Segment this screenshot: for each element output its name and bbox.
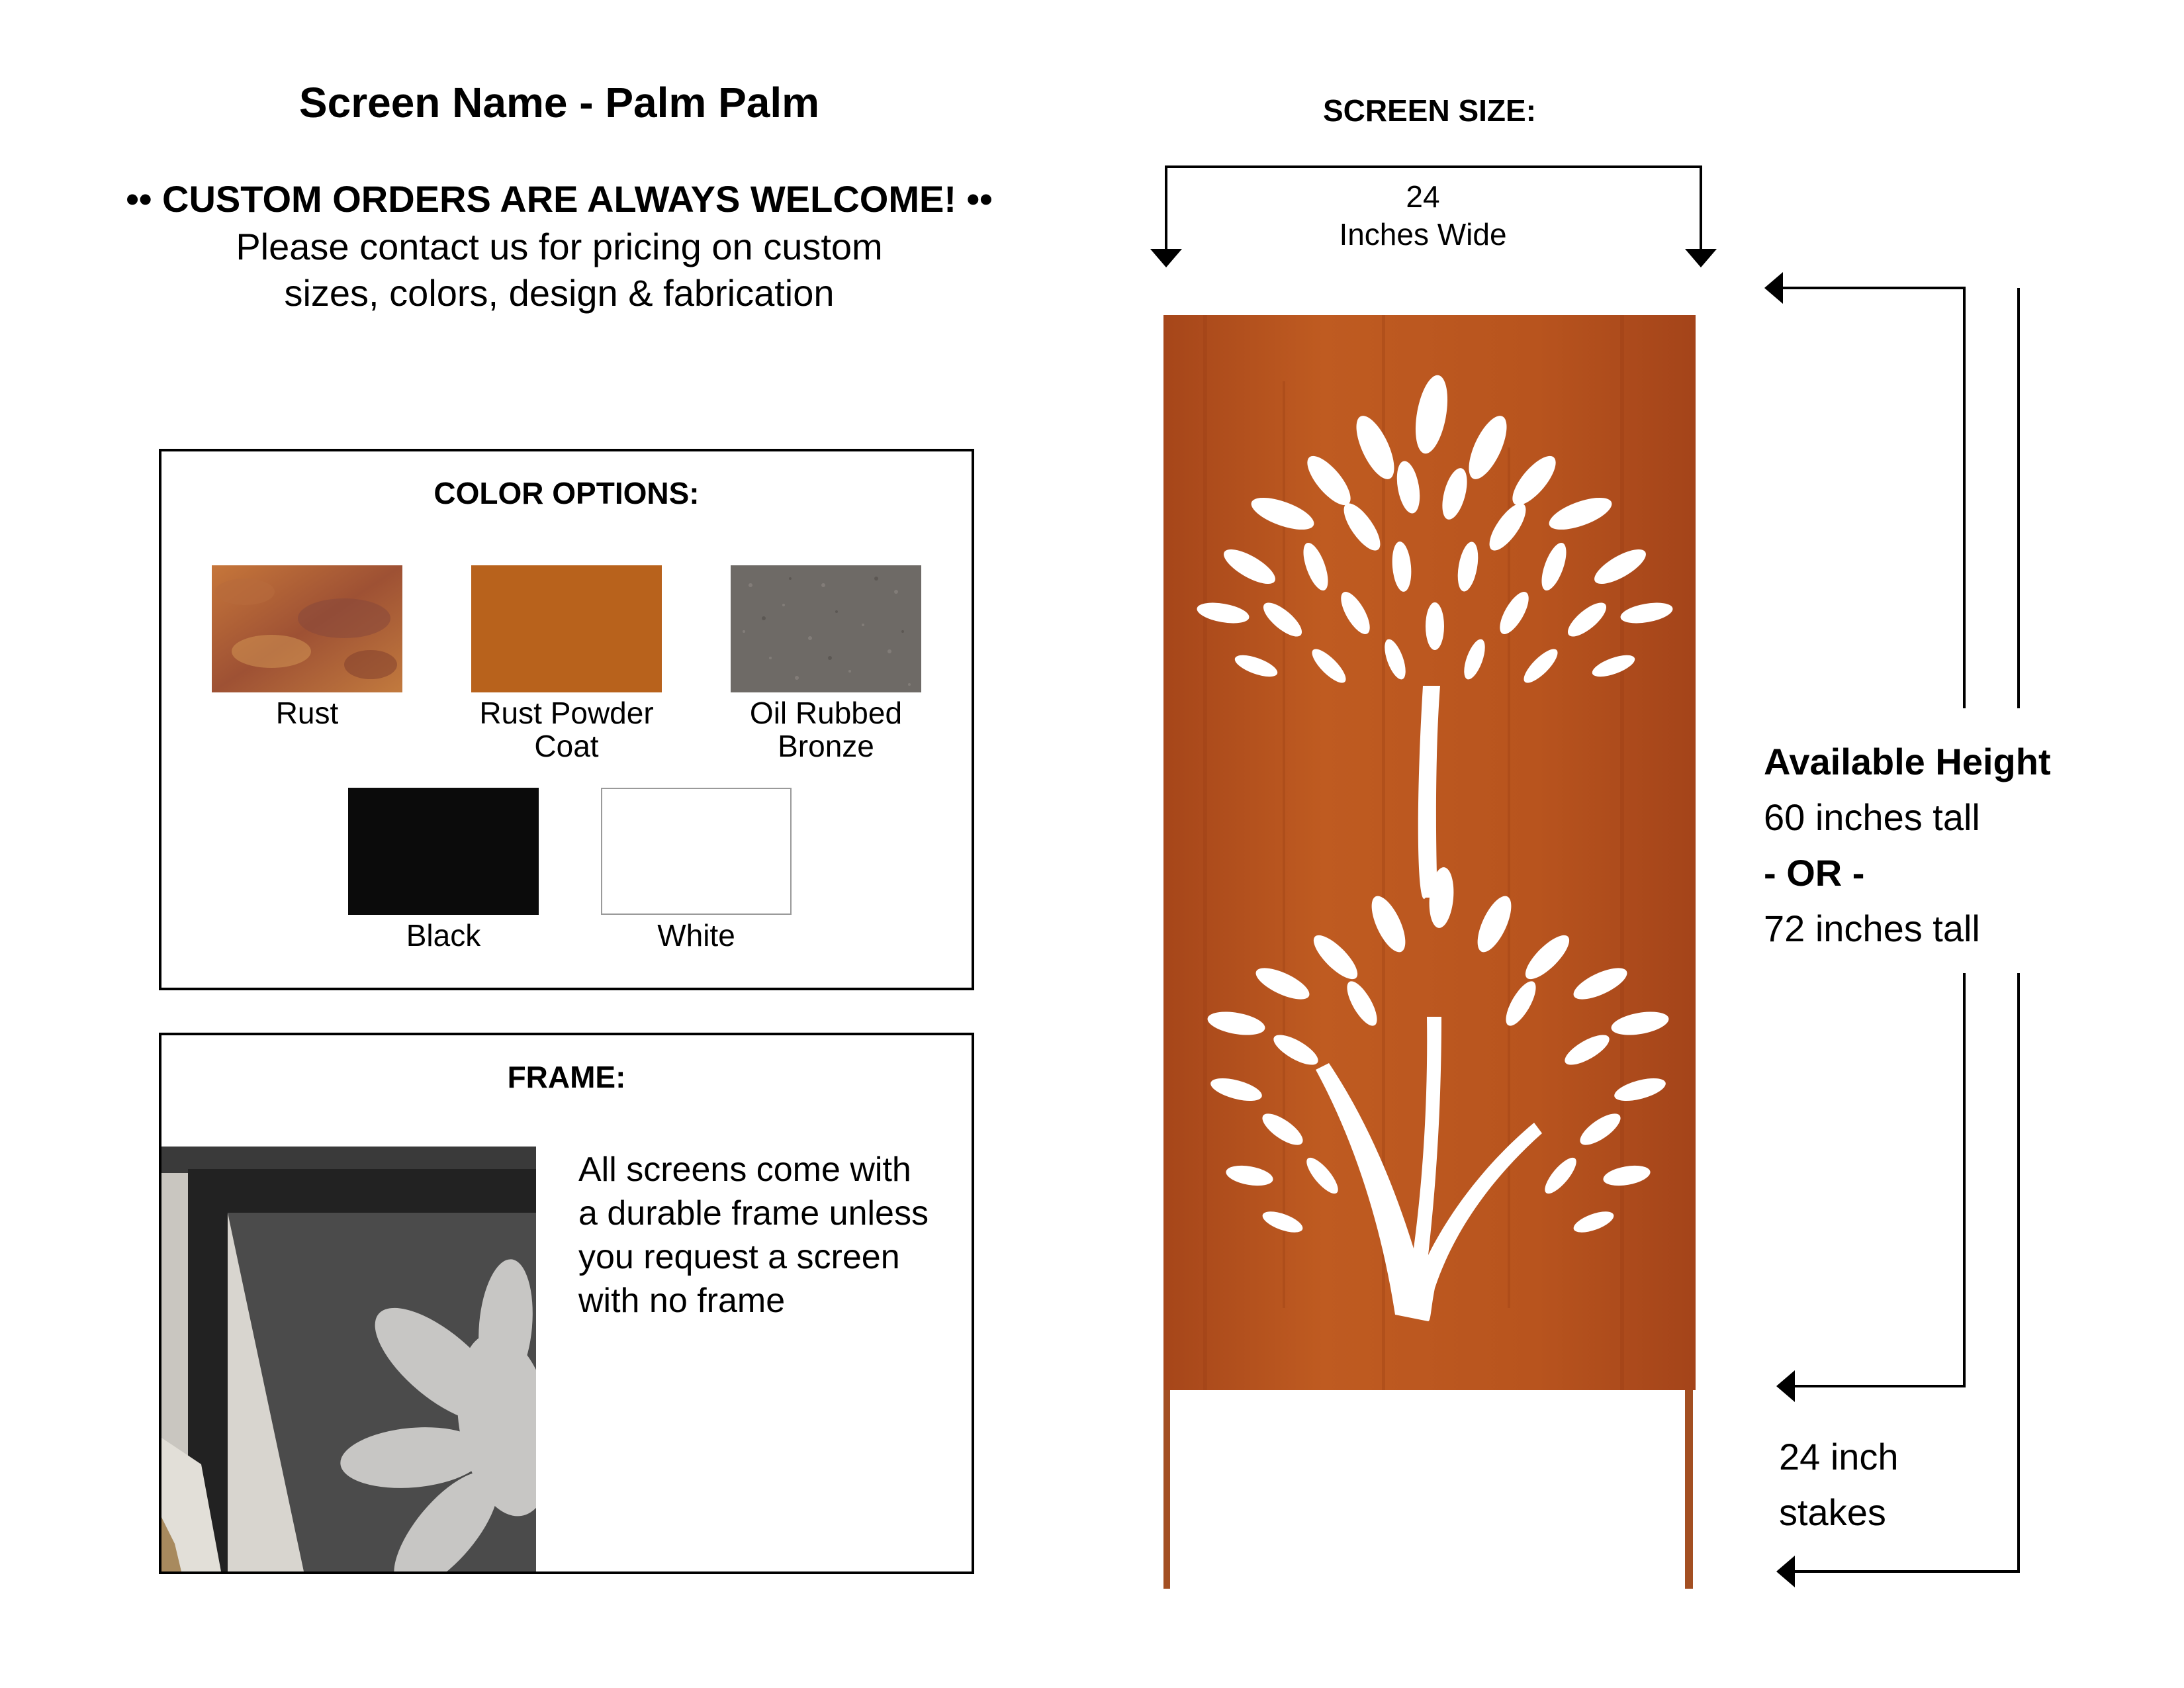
stakes-label-line-2: stakes	[1779, 1491, 1886, 1533]
height-option-60: 60 inches tall	[1764, 796, 1980, 838]
arrow-left-icon	[1776, 1370, 1795, 1402]
arrow-left-icon	[1764, 272, 1783, 304]
custom-orders-heading: •• CUSTOM ORDERS ARE ALWAYS WELCOME! ••	[126, 178, 993, 220]
screen-size-label: SCREEN SIZE:	[1322, 93, 1537, 128]
contact-text-line-2: sizes, colors, design & fabrication	[284, 272, 835, 314]
page-title: Screen Name - Palm Palm	[298, 79, 820, 126]
available-height-heading: Available Height	[1764, 741, 2051, 782]
stakes-label-line-1: 24 inch	[1779, 1436, 1899, 1477]
tree-screen-icon	[1163, 315, 1702, 1589]
width-value: 24	[1406, 179, 1440, 214]
frame-description: All screens come with a durable frame unless you request a screen with no frame	[578, 1150, 929, 1320]
screen-illustration	[1163, 315, 1702, 1592]
white-label: White	[657, 918, 735, 953]
arrow-down-icon	[1685, 249, 1717, 267]
height-or-separator: - OR -	[1764, 852, 1865, 894]
frame-title: FRAME:	[507, 1060, 626, 1094]
black-label: Black	[406, 918, 481, 953]
contact-text-line-1: Please contact us for pricing on custom	[236, 226, 883, 267]
arrow-down-icon	[1150, 249, 1182, 267]
rust-label: Rust	[275, 696, 339, 730]
arrow-left-icon	[1776, 1556, 1795, 1587]
color-options-title: COLOR OPTIONS:	[433, 476, 700, 510]
height-option-72: 72 inches tall	[1764, 908, 1980, 949]
rust-powder-coat-label: Rust Powder Coat	[479, 696, 654, 763]
oil-rubbed-bronze-label: Oil Rubbed Bronze	[749, 696, 903, 763]
width-unit: Inches Wide	[1339, 217, 1507, 252]
